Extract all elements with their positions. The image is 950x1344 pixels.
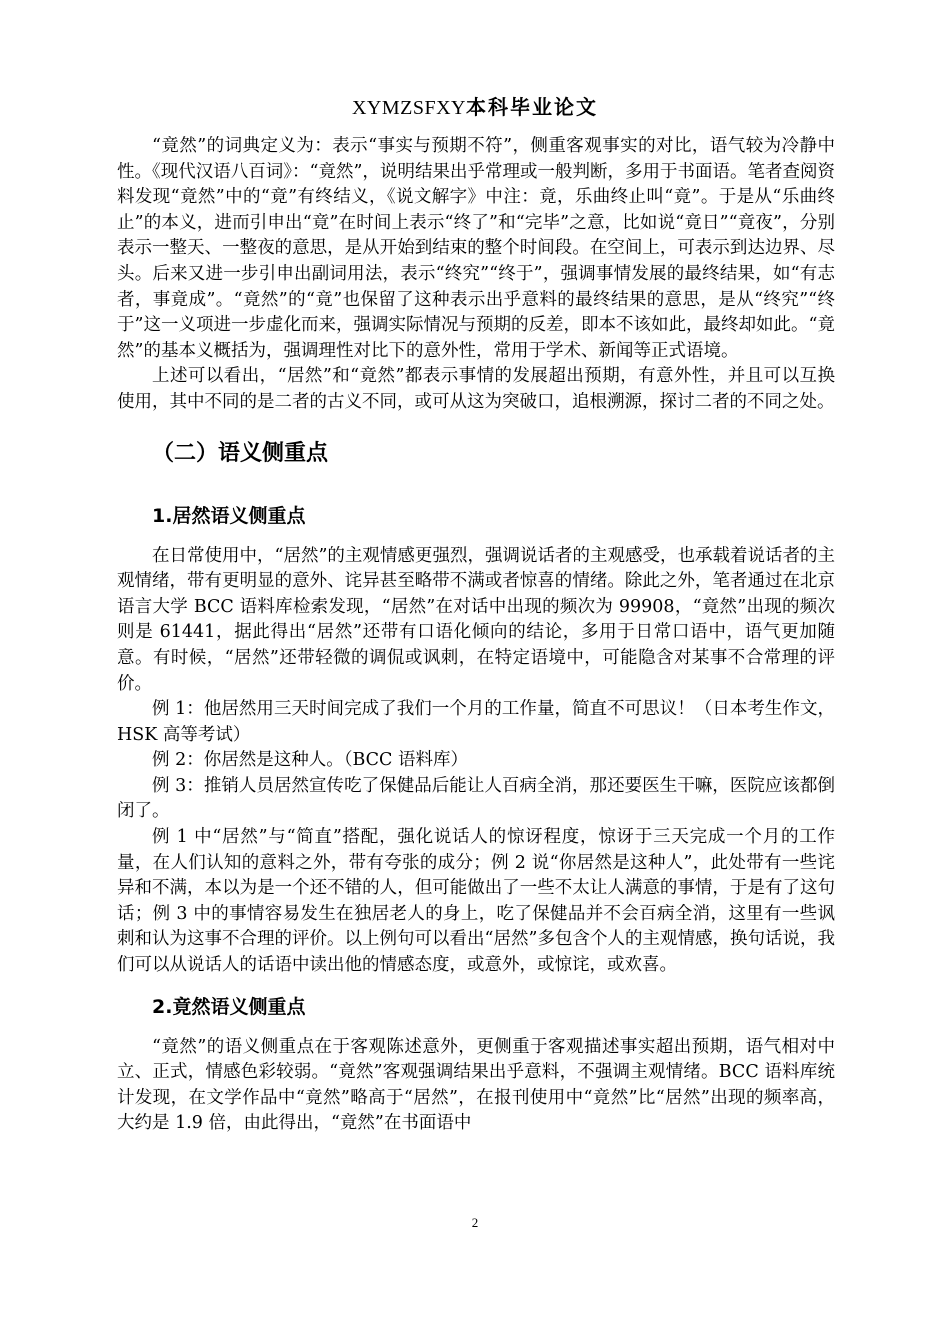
subsection-heading-juran: 1.居然语义侧重点 <box>152 504 306 527</box>
paragraph-juran-usage: 在日常使用中，“居然”的主观情感更强烈，强调说话者的主观感受，也承载着说话者的主观情绪，带有更明显的意外、诧异甚至略带不满或者惊喜的情绪。除此之外，笔者通过在北京语言大学 BCC 语料库检索发现，“居然”在对话中出现的频次为 99908，“竟然”出现的频次则是 61441，据此得出“居然”还带有口语化倾向的结论，多用于日常口语中，语气更加随意。有时候，“居然”还带轻微的调侃或讽刺，在特定语境中，可能隐含对某事不合常理的评价。 <box>117 545 835 694</box>
paragraph-examples-analysis: 例 1 中“居然”与“简直”搭配，强化说话人的惊讶程度，惊讶于三天完成一个月的工作量，在人们认知的意料之外，带有夸张的成分；例 2 说“你居然是这种人”，此处带有一些诧异和不满，本以为是一个还不错的人，但可能做出了一些不太让人满意的事情，于是有了这句话；例 3 中的事情容易发生在独居老人的身上，吃了保健品并不会百病全消，这里有一些讽刺和认为这事不合理的评价。以上例句可以看出“居然”多包含个人的主观情感，换句话说，我们可以从说话人的话语中读出他的情感态度，或意外，或惊诧，或欢喜。 <box>117 827 835 976</box>
example-3: 例 3：推销人员居然宣传吃了保健品后能让人百病全消，那还要医生干嘛，医院应该都倒闭了。 <box>117 775 835 822</box>
page-number: 2 <box>471 1215 479 1230</box>
section-heading-semantic-focus: （二）语义侧重点 <box>152 440 329 466</box>
paragraph-summary: 上述可以看出，“居然”和“竟然”都表示事情的发展超出预期，有意外性，并且可以互换使用，其中不同的是二者的古义不同，或可从这为突破口，追根溯源，探讨二者的不同之处。 <box>117 366 835 412</box>
example-1: 例 1：他居然用三天时间完成了我们一个月的工作量，简直不可思议！（日本考生作文，HSK 高等考试） <box>117 699 835 745</box>
running-header <box>0 94 950 121</box>
body-text <box>117 134 835 1137</box>
paragraph-definition: “竟然”的词典定义为：表示“事实与预期不符”，侧重客观事实的对比，语气较为冷静中性。《现代汉语八百词》：“竟然”，说明结果出乎常理或一般判断，多用于书面语。笔者查阅资料发现“竟然”中的“竟”有终结义，《说文解字》中注：竟，乐曲终止叫“竟”。于是从“乐曲终止”的本义，进而引申出“竟”在时间上表示“终了”和“完毕”之意，比如说“竟日”“竟夜”，分别表示一整天、一整夜的意思，是从开始到结束的整个时间段。在空间上，可表示到达边界、尽头。后来又进一步引申出副词用法，表示“终究”“终于”，强调事情发展的最终结果，如“有志者，事竟成”。“竟然”的“竟”也保留了这种表示出乎意料的最终结果的意思，是从“终究”“终于”这一义项进一步虚化而来，强调实际情况与预期的反差，即本不该如此，最终却如此。“竟然”的基本义概括为，强调理性对比下的意外性，常用于学术、新闻等正式语境。 <box>117 136 835 361</box>
example-2: 例 2：你居然是这种人。（BCC 语料库） <box>152 750 468 771</box>
subsection-heading-jingran: 2.竟然语义侧重点 <box>152 995 306 1018</box>
paragraph-jingran-usage: “竟然”的语义侧重点在于客观陈述意外，更侧重于客观描述事实超出预期，语气相对中立、正式，情感色彩较弱。“竟然”客观强调结果出乎意料，不强调主观情绪。BCC 语料库统计发现，在文学作品中“竟然”略高于“居然”，在报刊使用中“竟然”比“居然”出现的频率高，大约是 1.9 倍，由此得出，“竟然”在书面语中 <box>117 1036 835 1134</box>
header-thesis-title: 本科毕业论文 <box>466 95 599 119</box>
header-school-code: XYMZSFXY <box>351 97 467 119</box>
